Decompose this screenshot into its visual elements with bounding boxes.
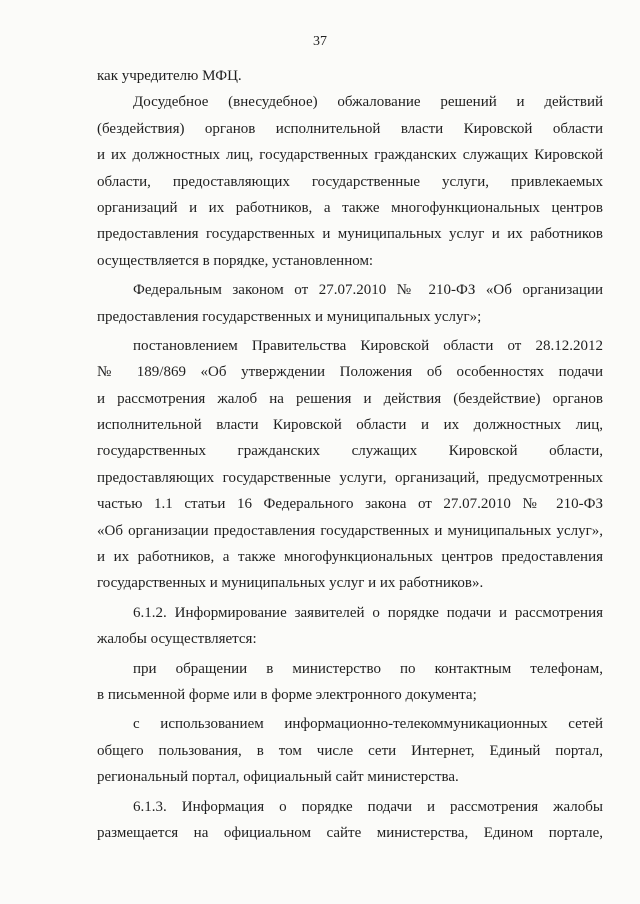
text-line: в письменной форме или в форме электронного документа; bbox=[97, 686, 477, 703]
text-line: организаций и их работников, а также многофункциональных центров bbox=[97, 199, 603, 216]
paragraph-federal-law bbox=[97, 277, 603, 330]
document-body bbox=[97, 63, 603, 846]
text-line: 6.1.2. Информирование заявителей о порядке подачи и рассмотрения bbox=[133, 604, 603, 621]
text-line: исполнительной власти Кировской области и их должностных лиц, bbox=[97, 417, 603, 434]
text-line: размещается на официальном сайте министерства, Едином портале, bbox=[97, 824, 603, 841]
paragraph-contact-methods bbox=[97, 656, 603, 709]
text-line: предоставляющих государственные услуги, организаций, предусмотренных bbox=[97, 469, 603, 486]
paragraph-pretrial-appeal bbox=[97, 89, 603, 274]
text-line: государственных гражданских служащих Кировской области, bbox=[97, 443, 603, 460]
text-line: (бездействия) органов исполнительной власти Кировской области bbox=[97, 120, 603, 137]
text-line: государственных и муниципальных услуг и их работников». bbox=[97, 575, 484, 592]
text-line: с использованием информационно-телекоммуникационных сетей bbox=[133, 716, 603, 733]
text-line: области, предоставляющих государственные услуги, привлекаемых bbox=[97, 173, 603, 190]
text-line: предоставления государственных и муниципальных услуг и их работников bbox=[97, 226, 603, 243]
text-line: общего пользования, в том числе сети Интернет, Единый портал, bbox=[97, 742, 603, 759]
text-line: и их должностных лиц, государственных гражданских служащих Кировской bbox=[97, 147, 603, 164]
text-line: Федеральным законом от 27.07.2010 № 210-ФЗ «Об организации bbox=[133, 282, 603, 299]
text-line: № 189/869 «Об утверждении Положения об особенностях подачи bbox=[97, 364, 603, 381]
text-line: при обращении в министерство по контактным телефонам, bbox=[133, 660, 603, 677]
paragraph-6-1-2 bbox=[97, 600, 603, 653]
text-line: Досудебное (внесудебное) обжалование решений и действий bbox=[133, 94, 603, 111]
text-line: осуществляется в порядке, установленном: bbox=[97, 252, 374, 269]
page-number: 37 bbox=[313, 34, 327, 49]
text-line: и рассмотрения жалоб на решения и действия (бездействие) органов bbox=[97, 390, 603, 407]
text-line: частью 1.1 статьи 16 Федерального закона от 27.07.2010 № 210-ФЗ bbox=[97, 496, 603, 513]
text-line: как учредителю МФЦ. bbox=[97, 68, 242, 84]
text-line: 6.1.3. Информация о порядке подачи и рассмотрения жалобы bbox=[133, 798, 603, 815]
text-line: предоставления государственных и муниципальных услуг»; bbox=[97, 308, 482, 325]
text-line: постановлением Правительства Кировской области от 28.12.2012 bbox=[133, 337, 603, 354]
paragraph-6-1-3 bbox=[97, 794, 603, 847]
paragraph-continuation bbox=[97, 63, 603, 89]
paragraph-networks bbox=[97, 711, 603, 790]
paragraph-resolution bbox=[97, 333, 603, 597]
text-line: региональный портал, официальный сайт министерства. bbox=[97, 769, 459, 786]
text-line: «Об организации предоставления государственных и муниципальных услуг», bbox=[97, 522, 603, 539]
text-line: жалобы осуществляется: bbox=[97, 631, 257, 648]
text-line: и их работников, а также многофункциональных центров предоставления bbox=[97, 549, 603, 566]
